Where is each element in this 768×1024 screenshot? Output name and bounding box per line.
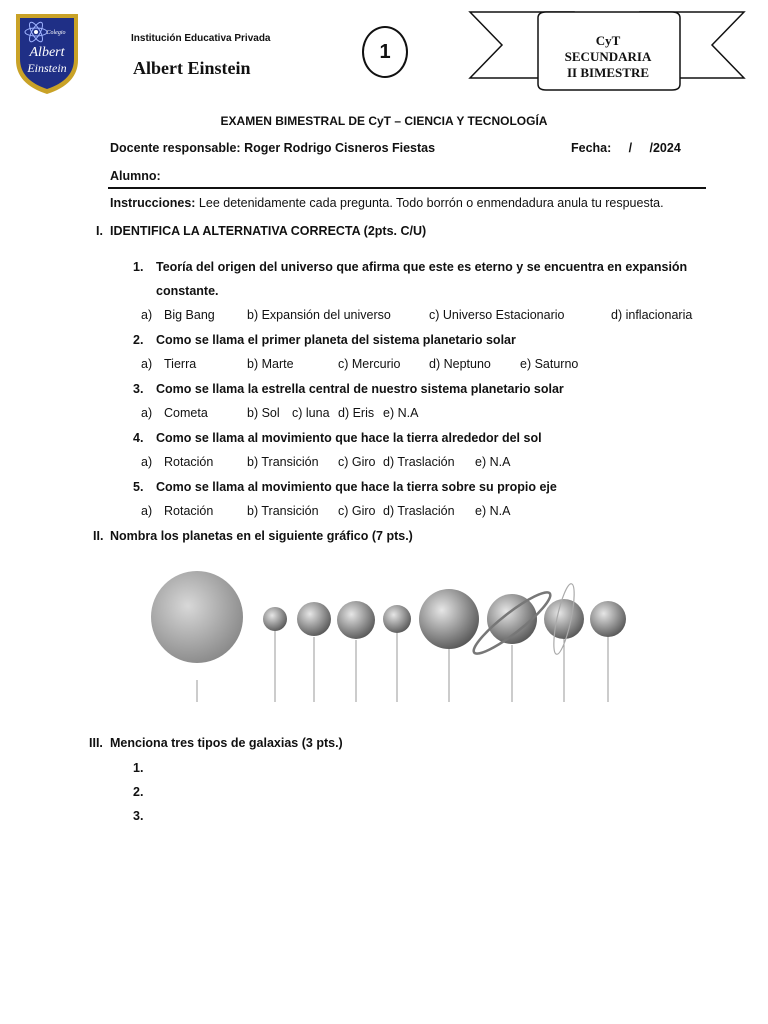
neptune-icon — [590, 601, 626, 637]
q4-option-d: d) Traslación — [383, 455, 455, 469]
q4-option-e: e) N.A — [475, 455, 511, 469]
institution-name: Albert Einstein — [133, 58, 251, 78]
q4-option-c: c) Giro — [338, 455, 376, 469]
section3-title: Menciona tres tipos de galaxias (3 pts.) — [110, 736, 343, 750]
banner-line-subject: CyT — [595, 33, 621, 48]
mercury-icon — [263, 607, 287, 631]
logo-text-colegio: Colegio — [46, 30, 66, 36]
q3-option-a: Cometa — [164, 406, 208, 420]
question-1-number: 1. — [133, 260, 144, 274]
galaxy-answer-3: 3. — [133, 809, 144, 823]
question-2-text: Como se llama el primer planeta del sistema planetario solar — [156, 333, 516, 347]
section2-number: II. — [93, 529, 104, 543]
institution-type: Institución Educativa Privada — [131, 33, 271, 44]
q5-option-a: Rotación — [164, 504, 214, 518]
q3-option-d: d) Eris — [338, 406, 375, 420]
question-5-number: 5. — [133, 480, 144, 494]
q1-option-c: c) Universo Estacionario — [429, 308, 565, 322]
question-5-text: Como se llama al movimiento que hace la tierra sobre su propio eje — [156, 480, 557, 494]
sun-icon — [151, 571, 243, 663]
q4-option-a-letter: a) — [141, 455, 153, 469]
instructions-text: Lee detenidamente cada pregunta. Todo borrón o enmendadura anula tu respuesta. — [195, 196, 664, 210]
banner-line-period: II BIMESTRE — [567, 65, 649, 80]
galaxy-answer-1: 1. — [133, 761, 144, 775]
q2-option-b: b) Marte — [247, 357, 294, 371]
q3-option-b: b) Sol — [247, 406, 280, 420]
question-1-text: Teoría del origen del universo que afirma que este es eterno y se encuentra en expansión constante. — [156, 260, 688, 298]
page-number-badge: 1 — [362, 26, 408, 78]
section1-title: IDENTIFICA LA ALTERNATIVA CORRECTA (2pts. C/U) — [110, 224, 427, 238]
q1-option-b: b) Expansión del universo — [247, 308, 391, 322]
logo-text-albert: Albert — [29, 45, 65, 60]
exam-title: EXAMEN BIMESTRAL DE CyT – CIENCIA Y TECNOLOGÍA — [220, 114, 548, 128]
q1-option-a-letter: a) — [141, 308, 153, 322]
q3-option-a-letter: a) — [141, 406, 153, 420]
logo-text-einstein: Einstein — [27, 61, 67, 75]
q1-option-a: Big Bang — [164, 308, 215, 322]
instructions — [110, 196, 664, 210]
q5-option-e: e) N.A — [475, 504, 511, 518]
solar-system-diagram — [140, 565, 640, 705]
galaxy-answer-2: 2. — [133, 785, 144, 799]
question-3-text: Como se llama la estrella central de nuestro sistema planetario solar — [156, 382, 564, 396]
q1-option-d: d) inflacionaria — [611, 308, 693, 322]
q2-option-e: e) Saturno — [520, 357, 579, 371]
q5-option-b: b) Transición — [247, 504, 319, 518]
q5-option-d: d) Traslación — [383, 504, 455, 518]
question-4-number: 4. — [133, 431, 144, 445]
section3-number: III. — [89, 736, 103, 750]
q4-option-a: Rotación — [164, 455, 214, 469]
q4-option-b: b) Transición — [247, 455, 319, 469]
section2-title: Nombra los planetas en el siguiente gráfico (7 pts.) — [110, 529, 413, 543]
subject-banner-text — [538, 33, 678, 81]
banner-line-level: SECUNDARIA — [564, 49, 652, 64]
student-field-label: Alumno: — [110, 169, 161, 183]
q2-option-d: d) Neptuno — [429, 357, 491, 371]
q5-option-a-letter: a) — [141, 504, 153, 518]
teacher-name: Docente responsable: Roger Rodrigo Cisneros Fiestas — [110, 141, 436, 155]
question-4-text: Como se llama al movimiento que hace la tierra alrededor del sol — [156, 431, 542, 445]
q3-option-e: e) N.A — [383, 406, 419, 420]
q5-option-c: c) Giro — [338, 504, 376, 518]
q2-option-c: c) Mercurio — [338, 357, 401, 371]
earth-icon — [337, 601, 375, 639]
question-3-number: 3. — [133, 382, 144, 396]
question-2-number: 2. — [133, 333, 144, 347]
q3-option-c: c) luna — [292, 406, 330, 420]
venus-icon — [297, 602, 331, 636]
mars-icon — [383, 605, 411, 633]
instructions-label: Instrucciones: — [110, 196, 196, 210]
jupiter-icon — [419, 589, 479, 649]
q2-option-a: Tierra — [164, 357, 197, 371]
student-underline — [108, 187, 706, 189]
school-crest-logo — [12, 10, 82, 96]
q2-option-a-letter: a) — [141, 357, 153, 371]
section1-number: I. — [96, 224, 103, 238]
date-field: Fecha: / /2024 — [571, 141, 681, 155]
